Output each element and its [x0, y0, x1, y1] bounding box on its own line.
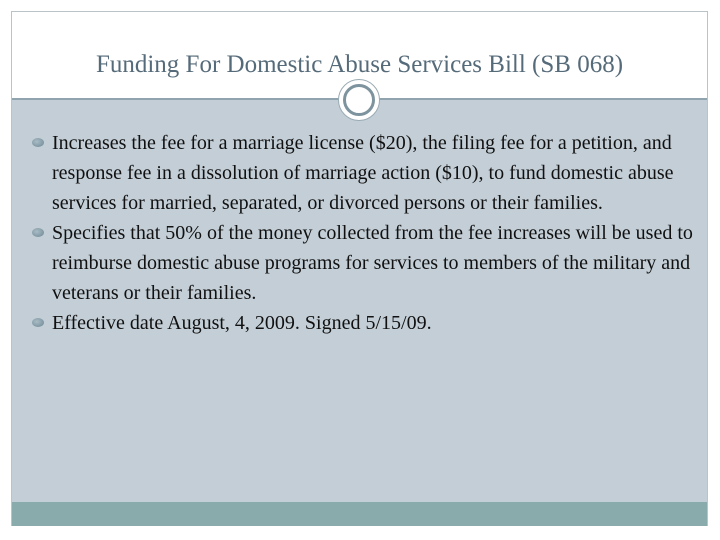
circle-ornament-icon [338, 79, 380, 121]
bullet-list [30, 128, 695, 338]
circle-ornament-inner [343, 84, 375, 116]
footer-band [12, 502, 707, 526]
bullet-text: Specifies that 50% of the money collected from the fee increases will be used to reimburse domestic abuse programs for services to members of the military and veterans or their families. [52, 222, 693, 304]
bullet-text: Effective date August, 4, 2009. Signed 5/15/09. [52, 312, 432, 334]
bullet-item [30, 128, 695, 218]
bullet-icon [32, 138, 44, 147]
bullet-item [30, 218, 695, 308]
bullet-text: Increases the fee for a marriage license ($20), the filing fee for a petition, and response fee in a dissolution of marriage action ($10), to fund domestic abuse services for married, separated, or divorced persons or their families. [52, 132, 674, 214]
bullet-icon [32, 318, 44, 327]
bullet-item [30, 308, 695, 338]
slide-title: Funding For Domestic Abuse Services Bill (SB 068) [95, 51, 624, 78]
bullet-icon [32, 228, 44, 237]
